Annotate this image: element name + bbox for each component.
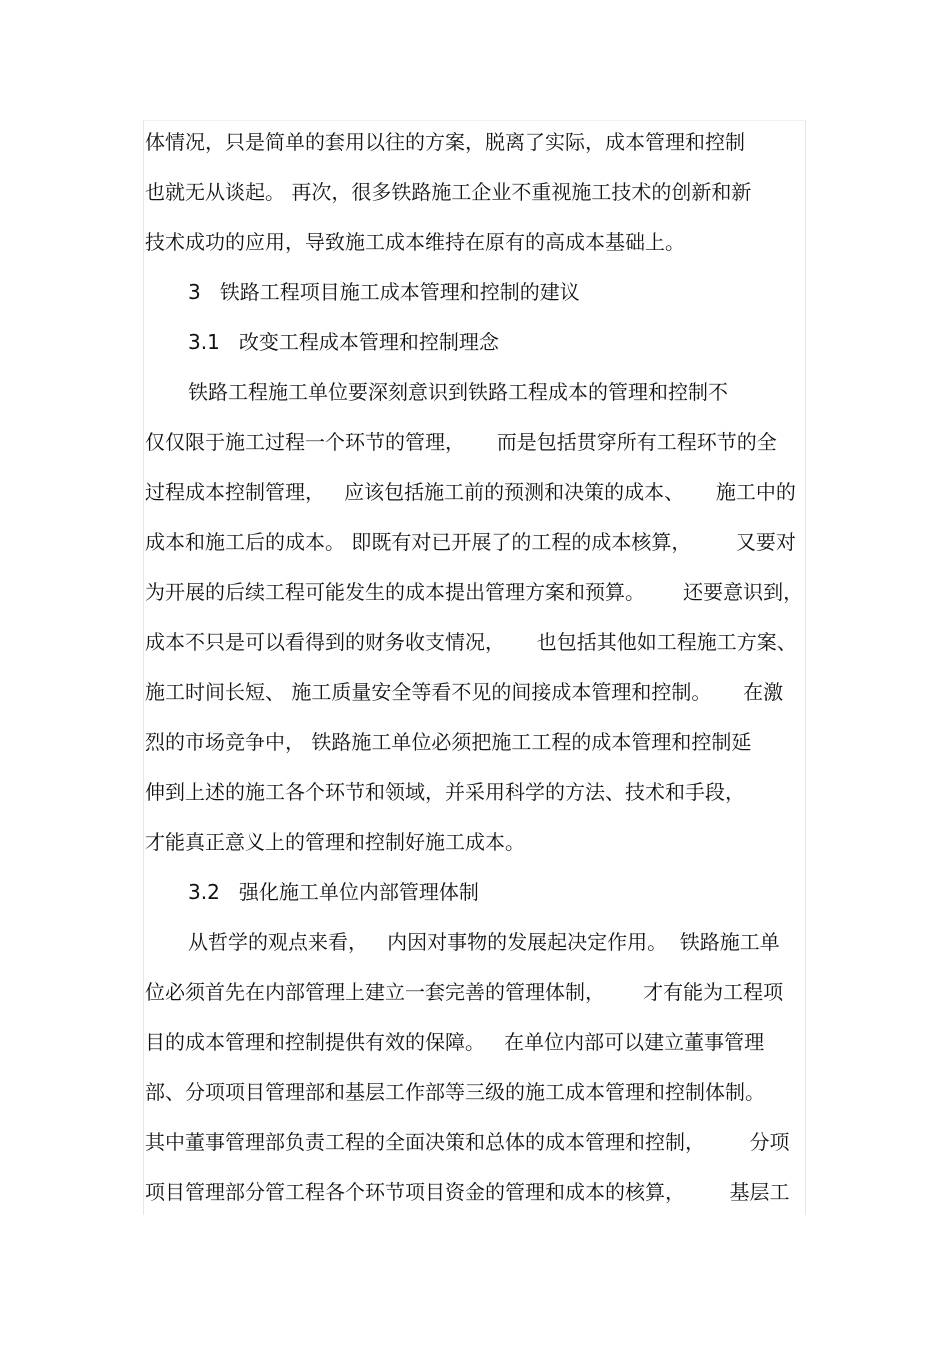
text-line: 烈的市场竞争中， 铁路施工单位必须把施工工程的成本管理和控制延 [145, 730, 752, 754]
text-line: 部、分项项目管理部和基层工作部等三级的施工成本管理和控制体制。 [145, 1080, 765, 1104]
subsection-heading: 3.2 强化施工单位内部管理体制 [188, 880, 479, 904]
text-line: 成本和施工后的成本。 即既有对已开展了的工程的成本核算， 又要对 [145, 530, 796, 554]
text-line: 也就无从谈起。 再次，很多铁路施工企业不重视施工技术的创新和新 [145, 180, 752, 204]
paragraph-start-line: 从哲学的观点来看， 内因对事物的发展起决定作用。 铁路施工单 [188, 930, 780, 954]
text-line: 过程成本控制管理， 应该包括施工前的预测和决策的成本、 施工中的 [145, 480, 796, 504]
text-line: 技术成功的应用，导致施工成本维持在原有的高成本基础上。 [145, 230, 685, 254]
text-line: 其中董事管理部负责工程的全面决策和总体的成本管理和控制， 分项 [145, 1130, 790, 1154]
text-line: 体情况，只是简单的套用以往的方案，脱离了实际，成本管理和控制 [145, 130, 745, 154]
text-line: 位必须首先在内部管理上建立一套完善的管理体制， 才有能为工程项 [145, 980, 784, 1004]
text-line: 伸到上述的施工各个环节和领域，并采用科学的方法、技术和手段， [145, 780, 745, 804]
text-line: 施工时间长短、 施工质量安全等看不见的间接成本管理和控制。 在激 [145, 680, 784, 704]
text-line: 项目管理部分管工程各个环节项目资金的管理和成本的核算， 基层工 [145, 1180, 790, 1204]
text-line: 成本不只是可以看得到的财务收支情况， 也包括其他如工程施工方案、 [145, 630, 797, 654]
section-heading: 3 铁路工程项目施工成本管理和控制的建议 [188, 280, 580, 304]
document-body [145, 120, 810, 1220]
text-line: 目的成本管理和控制提供有效的保障。 在单位内部可以建立董事管理 [145, 1030, 765, 1054]
text-line: 仅仅限于施工过程一个环节的管理， 而是包括贯穿所有工程环节的全 [145, 430, 777, 454]
text-line: 为开展的后续工程可能发生的成本提出管理方案和预算。 还要意识到， [145, 580, 804, 604]
subsection-heading: 3.1 改变工程成本管理和控制理念 [188, 330, 499, 354]
paragraph-start-line: 铁路工程施工单位要深刻意识到铁路工程成本的管理和控制不 [188, 380, 728, 404]
text-line: 才能真正意义上的管理和控制好施工成本。 [145, 830, 525, 854]
